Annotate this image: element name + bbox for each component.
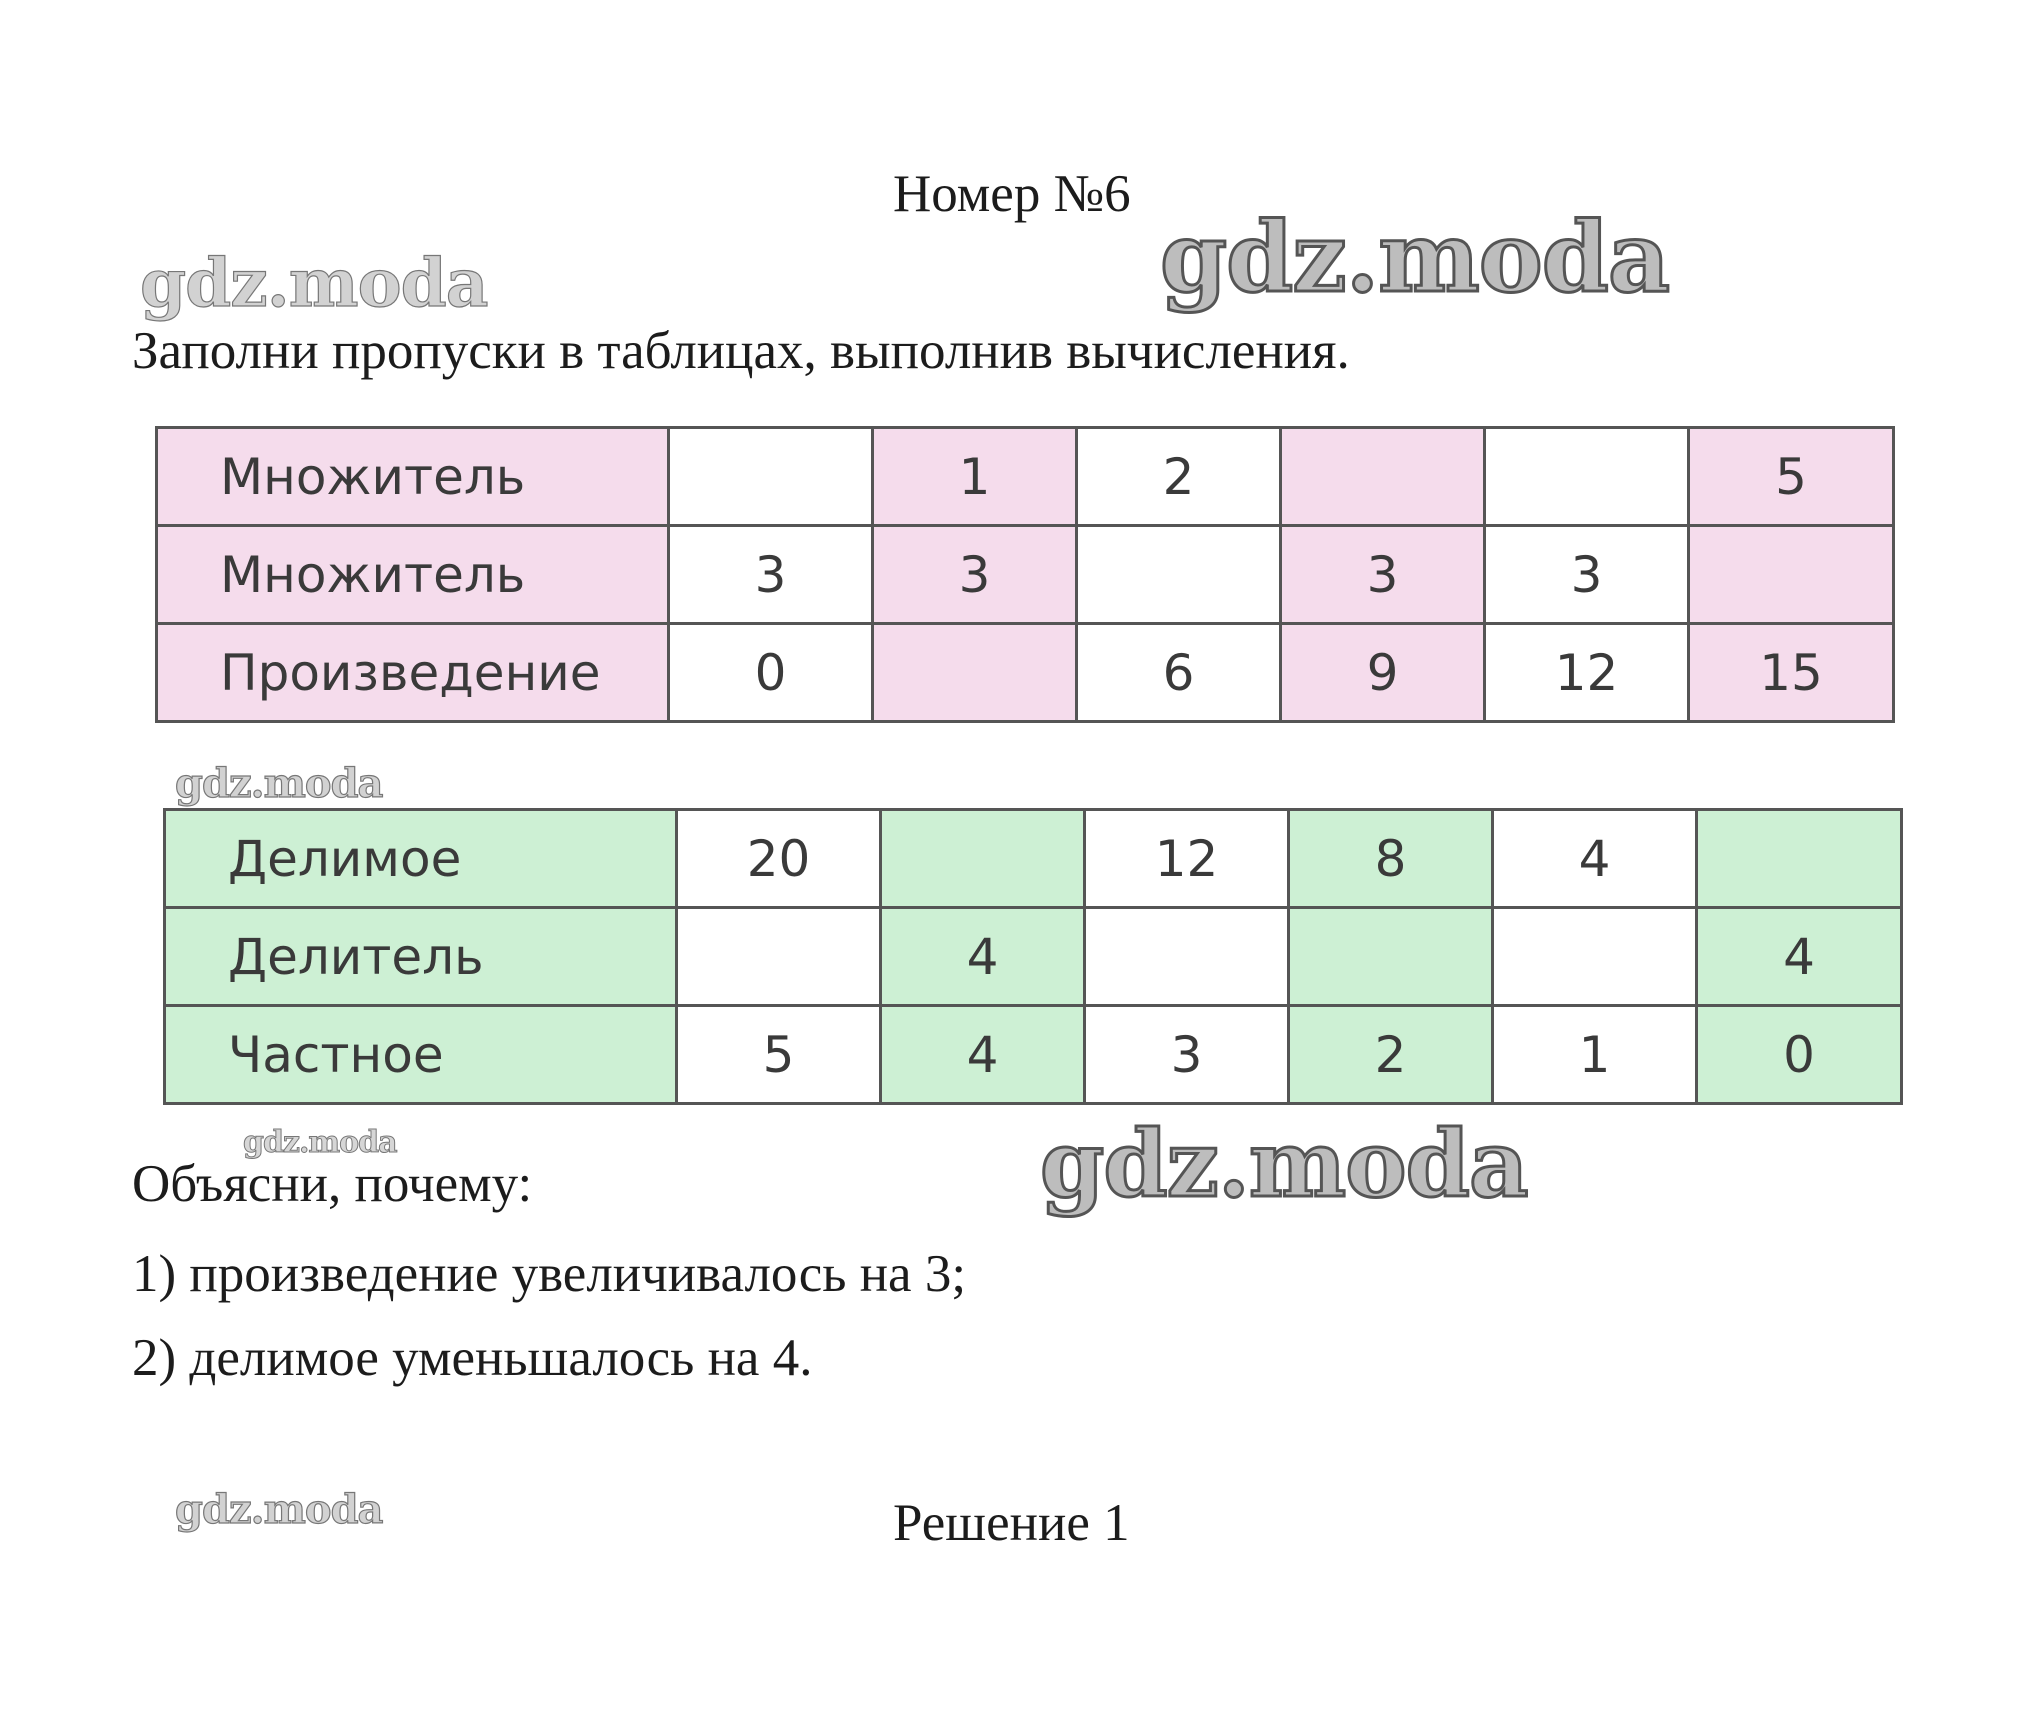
table-cell	[1493, 908, 1697, 1006]
table-cell: 3	[669, 526, 873, 624]
table-cell: 0	[669, 624, 873, 722]
table-cell	[1485, 428, 1689, 526]
table-cell	[1697, 810, 1902, 908]
row-label-multiplier-1: Множитель	[157, 428, 669, 526]
table-cell: 2	[1077, 428, 1281, 526]
watermark-logo: gdz.moda	[243, 1125, 397, 1160]
table-cell: 8	[1289, 810, 1493, 908]
table-cell	[881, 810, 1085, 908]
table-cell: 4	[881, 908, 1085, 1006]
table-cell: 9	[1281, 624, 1485, 722]
question-item: 1) произведение увеличивалось на 3;	[132, 1245, 967, 1303]
table-cell: 20	[677, 810, 881, 908]
watermark-logo: gdz.moda	[175, 760, 383, 807]
solution-label: Решение 1	[893, 1494, 1130, 1552]
table-cell: 12	[1085, 810, 1289, 908]
watermark-logo: gdz.moda	[1040, 1110, 1528, 1218]
table-cell: 4	[881, 1006, 1085, 1104]
table-cell	[1281, 428, 1485, 526]
table-row	[157, 428, 1894, 526]
table-cell: 4	[1697, 908, 1902, 1006]
questions-intro: Объясни, почему:	[132, 1155, 533, 1213]
row-label-quotient: Частное	[165, 1006, 677, 1104]
table-cell: 15	[1689, 624, 1894, 722]
row-label-divisor: Делитель	[165, 908, 677, 1006]
table-cell: 12	[1485, 624, 1689, 722]
multiplication-table	[155, 426, 1895, 723]
table-row	[165, 810, 1902, 908]
row-label-dividend: Делимое	[165, 810, 677, 908]
table-cell	[873, 624, 1077, 722]
table-cell: 3	[1281, 526, 1485, 624]
table-cell: 5	[677, 1006, 881, 1104]
table-cell	[1689, 526, 1894, 624]
table-cell: 3	[1085, 1006, 1289, 1104]
table-row	[165, 1006, 1902, 1104]
task-instruction: Заполни пропуски в таблицах, выполнив вычисления.	[132, 322, 1350, 380]
table-cell	[1085, 908, 1289, 1006]
table-cell	[677, 908, 881, 1006]
table-cell: 1	[1493, 1006, 1697, 1104]
table-cell	[1289, 908, 1493, 1006]
table-cell: 4	[1493, 810, 1697, 908]
watermark-logo: gdz.moda	[140, 244, 488, 322]
table-cell: 0	[1697, 1006, 1902, 1104]
table-cell: 3	[873, 526, 1077, 624]
table-cell: 3	[1485, 526, 1689, 624]
row-label-product: Произведение	[157, 624, 669, 722]
table-cell: 6	[1077, 624, 1281, 722]
table-cell: 2	[1289, 1006, 1493, 1104]
table-cell	[669, 428, 873, 526]
division-table	[163, 808, 1903, 1105]
question-item: 2) делимое уменьшалось на 4.	[132, 1329, 813, 1387]
table-cell	[1077, 526, 1281, 624]
table-row	[165, 908, 1902, 1006]
table-cell: 1	[873, 428, 1077, 526]
watermark-logo: gdz.moda	[175, 1486, 383, 1533]
row-label-multiplier-2: Множитель	[157, 526, 669, 624]
table-row	[157, 526, 1894, 624]
page-title: Номер №6	[893, 165, 1131, 223]
table-cell: 5	[1689, 428, 1894, 526]
table-row	[157, 624, 1894, 722]
watermark-logo: gdz.moda	[1160, 201, 1670, 314]
